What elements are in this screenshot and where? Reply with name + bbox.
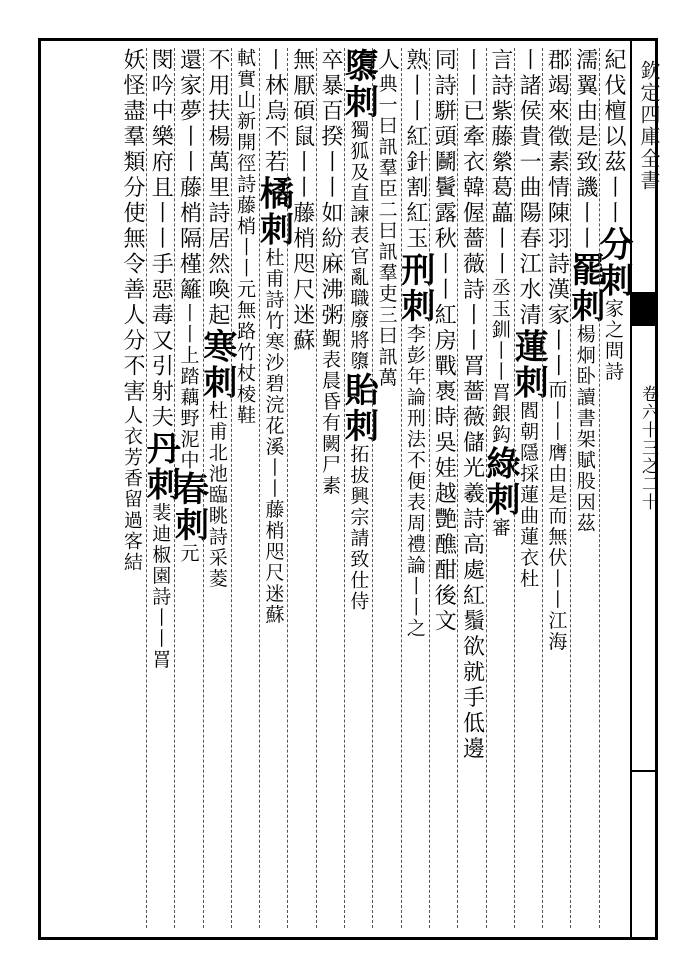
column-divider bbox=[570, 48, 572, 928]
column-text: 杜甫北池臨眺詩采菱 bbox=[205, 400, 228, 590]
entry-headword: 蓮刺 bbox=[508, 328, 549, 401]
column-text: 獨狐及直諫表官亂職廢將隳 bbox=[347, 120, 370, 372]
column-text: 人衣芳香留過客 bbox=[120, 405, 143, 552]
text-column bbox=[168, 48, 209, 928]
entry-headword: 春刺 bbox=[168, 471, 209, 543]
column-text: 郡竭來徵素情陳羽詩漢家丨丨 bbox=[544, 48, 570, 380]
column-text: 還家夢丨丨藤梢隔槿籬 bbox=[176, 48, 202, 303]
column-text: 妖怪盡羣類分使無令善人分不害 bbox=[119, 48, 145, 405]
entry-headword: 刑刺 bbox=[394, 252, 435, 324]
entry-headword: 貽刺 bbox=[338, 372, 379, 444]
column-text: 審 bbox=[488, 517, 511, 539]
column-text: 無厭碩鼠丨丨藤梢咫尺迷蘇 bbox=[289, 48, 315, 354]
column-text: 裴迪椒園詩丨丨罥 bbox=[149, 502, 172, 671]
entry-headword: 丹刺 bbox=[140, 430, 181, 503]
column-text: 閔吟中樂府且丨丨手惡毒又引射夫 bbox=[148, 48, 174, 431]
column-text: 同詩駢頭鬭鬢露秋丨丨紅房戰褭時吳娃越艷醮酣後文 bbox=[431, 48, 457, 635]
column-divider bbox=[231, 48, 233, 928]
column-text: 言詩紫藤縈葛藟丨丨 bbox=[487, 48, 513, 278]
column-text: 典一曰訊羣臣二曰訊羣吏三曰訊萬 bbox=[375, 73, 398, 389]
column-divider bbox=[457, 48, 459, 928]
entry-headword: 寒刺 bbox=[196, 328, 237, 401]
column-divider bbox=[372, 48, 374, 928]
column-text: 人 bbox=[374, 48, 400, 74]
text-column bbox=[593, 48, 633, 928]
column-divider bbox=[599, 48, 601, 928]
entry-headword: 橘刺 bbox=[253, 175, 294, 248]
text-column bbox=[316, 48, 344, 928]
column-divider bbox=[146, 48, 148, 928]
column-text: 丨林烏不若 bbox=[261, 48, 287, 176]
column-text: 丨丨江海 bbox=[545, 568, 568, 653]
column-text: 卒暴百揆丨丨如紛麻沸粥 bbox=[318, 48, 344, 329]
text-column bbox=[508, 48, 549, 928]
column-text: 紀伐檀以茲丨丨 bbox=[601, 48, 626, 227]
text-column bbox=[287, 48, 315, 928]
column-text: 丨丨上踏藕野泥中 bbox=[177, 303, 200, 471]
entry-headword: 隳刺 bbox=[338, 48, 379, 120]
text-column bbox=[429, 48, 457, 928]
column-text: 而丨丨膺由是而無伏 bbox=[545, 379, 568, 569]
column-text: 李彭年論刑法不便表周禮論丨丨之 bbox=[403, 324, 426, 639]
column-divider bbox=[486, 48, 488, 928]
column-text: 丨諸侯貴一曲陽春江水清 bbox=[516, 48, 542, 329]
text-column bbox=[196, 48, 237, 928]
column-divider bbox=[514, 48, 516, 928]
column-divider bbox=[287, 48, 289, 928]
entry-headword: 罷刺 bbox=[564, 252, 605, 324]
text-column bbox=[372, 48, 400, 928]
column-text: 閻朝隱採蓮曲蓮衣杜 bbox=[517, 400, 540, 590]
text-column bbox=[564, 48, 605, 928]
column-text: 軾實山新開徑詩藤梢丨丨元無路竹杖棱鞋 bbox=[234, 48, 257, 426]
column-text: 濡翼由是致譏丨丨 bbox=[572, 48, 598, 252]
text-column bbox=[542, 48, 570, 928]
column-text: 丨丨已牽衣韓偓薔薇詩丨丨罥薔薇儲光羲詩高處紅鬚欲就手低邊 bbox=[459, 48, 485, 762]
column-text: 元 bbox=[177, 543, 200, 564]
text-column bbox=[338, 48, 379, 928]
spine-title: 欽定四庫全書 bbox=[637, 60, 661, 192]
text-column bbox=[394, 48, 435, 928]
column-divider bbox=[542, 48, 544, 928]
fishtail-mark bbox=[632, 292, 656, 326]
column-text: 結 bbox=[120, 552, 143, 573]
entry-headword: 分刺 bbox=[593, 226, 633, 299]
column-text: 熟丨丨紅針割紅玉 bbox=[402, 48, 428, 252]
column-text: 覲表晨昏有闕尸素 bbox=[319, 328, 342, 497]
spine-rule bbox=[632, 770, 656, 772]
column-text: 不用扶楊萬里詩居然喚起 bbox=[204, 48, 230, 329]
entry-headword: 綠刺 bbox=[479, 445, 520, 518]
column-divider bbox=[259, 48, 261, 928]
column-text: 家之問詩 bbox=[602, 298, 624, 383]
column-divider bbox=[174, 48, 176, 928]
column-text: 丞玉釧丨丨罥銀鈎 bbox=[488, 277, 511, 446]
column-divider bbox=[344, 48, 346, 928]
text-column bbox=[253, 48, 294, 928]
column-text: 拓拔興宗請致仕侍 bbox=[347, 444, 370, 612]
column-divider bbox=[429, 48, 431, 928]
text-column bbox=[479, 48, 520, 928]
column-divider bbox=[316, 48, 318, 928]
column-text: 杜甫詩竹寒沙碧浣花溪丨丨藤梢咫尺迷蘇 bbox=[262, 247, 285, 626]
column-divider bbox=[203, 48, 205, 928]
spine-page-reference: 卷六十三之二十 bbox=[638, 385, 658, 511]
column-divider bbox=[401, 48, 403, 928]
column-text: 楊炯卧讀書架賦股因茲 bbox=[573, 324, 596, 534]
